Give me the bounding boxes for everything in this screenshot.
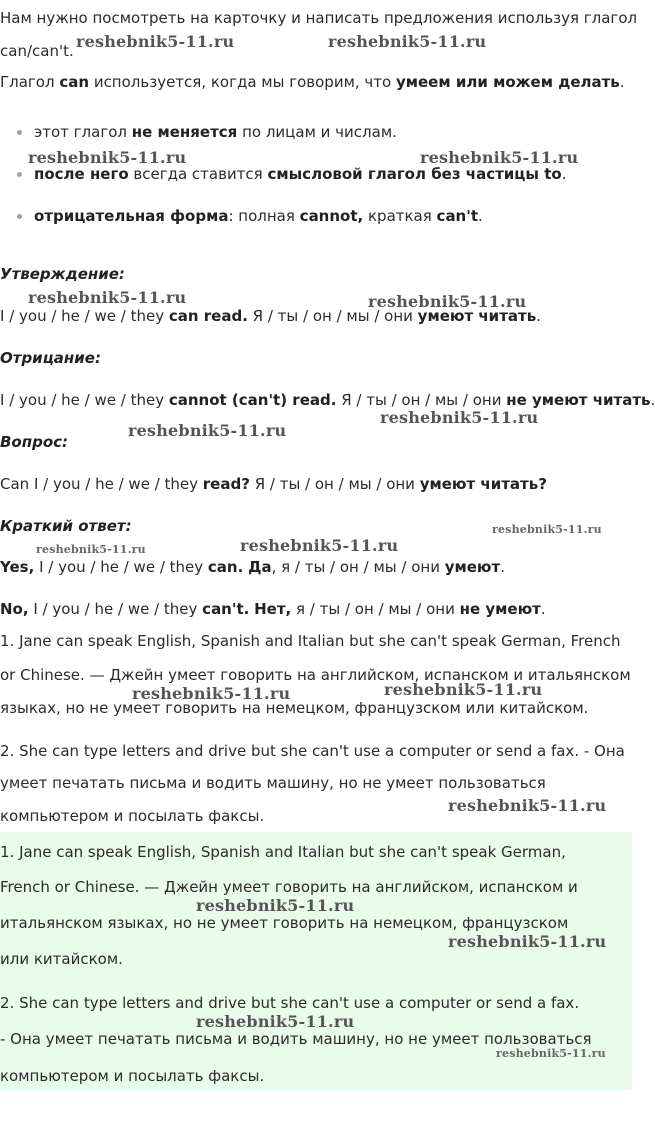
no-text-4: . <box>540 600 546 618</box>
answer-line-2: or Chinese. — Джейн умеет говорить на английском, испанском и итальянском <box>0 666 631 684</box>
yes-bold-3: Да <box>248 558 272 576</box>
box-line-7: компьютером и посылать факсы. <box>0 1067 265 1085</box>
bullet-2-bold-1: после него <box>34 165 129 183</box>
short-answer-no <box>0 599 546 619</box>
yes-bold-2: can. <box>207 558 244 576</box>
watermark: reshebnik5-11.ru <box>420 148 579 167</box>
question-example <box>0 474 547 494</box>
watermark: reshebnik5-11.ru <box>128 421 287 440</box>
bullet-3-bold-2: cannot, <box>299 207 364 225</box>
affirm-text-3: . <box>536 307 541 325</box>
watermark: reshebnik5-11.ru <box>196 896 355 915</box>
bullet-1-text-1: этот глагол <box>34 123 132 141</box>
yes-text-1: I / you / he / we / they <box>34 558 208 576</box>
bullet-3-bold-1: отрицательная форма <box>34 207 229 225</box>
answer-line-1: 1. Jane can speak English, Spanish and Italian but she can't speak German, French <box>0 632 621 650</box>
watermark: reshebnik5-11.ru <box>448 796 607 815</box>
intro-line-1: Нам нужно посмотреть на карточку и написать предложения используя глагол <box>0 9 638 27</box>
watermark: reshebnik5-11.ru <box>28 148 187 167</box>
yes-bold-4: умеют <box>444 558 501 576</box>
question-text-2: Я / ты / он / мы / они <box>249 475 420 493</box>
box-line-6: - Она умеет печатать письма и водить машину, но не умеет пользоваться <box>0 1030 592 1048</box>
no-bold-3: Нет, <box>254 600 292 618</box>
no-bold-1: No, <box>0 600 29 618</box>
bullet-3-text-2: краткая <box>363 207 437 225</box>
bullet-item-1 <box>34 122 397 142</box>
bullet-2-bold-2: смысловой глагол без частицы to <box>267 165 562 183</box>
question-heading: Вопрос: <box>0 433 69 451</box>
question-bold-2: умеют читать? <box>419 475 547 493</box>
watermark: reshebnik5-11.ru <box>28 288 187 307</box>
bullet-1-text-2: по лицам и числам. <box>237 123 397 141</box>
bullet-dot <box>17 130 22 135</box>
affirm-text-2: Я / ты / он / мы / они <box>247 307 418 325</box>
box-line-2: French or Chinese. — Джейн умеет говорить на английском, испанском и <box>0 878 578 896</box>
rule-text-3: . <box>619 73 625 91</box>
watermark: reshebnik5-11.ru <box>76 32 235 51</box>
no-text-1: I / you / he / we / they <box>28 600 203 618</box>
negation-heading: Отрицание: <box>0 349 101 367</box>
answer-line-4: 2. She can type letters and drive but she can't use a computer or send a fax. - Она <box>0 742 625 760</box>
short-answer-yes <box>0 557 505 577</box>
bullet-3-text-1: : полная <box>228 207 300 225</box>
negation-bold-1: cannot (can't) read. <box>168 391 337 409</box>
no-bold-2: can't. <box>202 600 250 618</box>
watermark: reshebnik5-11.ru <box>368 292 527 311</box>
bullet-1-bold-1: не меняется <box>131 123 238 141</box>
box-line-3: итальянском языках, но не умеет говорить на немецком, французском <box>0 914 569 932</box>
watermark: reshebnik5-11.ru <box>328 32 487 51</box>
affirm-bold-2: умеют читать <box>417 307 537 325</box>
rule-text-2: используется, когда мы говорим, что <box>89 73 396 91</box>
watermark: reshebnik5-11.ru <box>448 932 607 951</box>
negation-text-1: I / you / he / we / they <box>0 391 169 409</box>
bullet-2-text-1: всегда ставится <box>128 165 268 183</box>
yes-bold-1: Yes, <box>0 558 35 576</box>
short-answer-heading: Краткий ответ: <box>0 517 132 535</box>
bullet-dot <box>17 172 22 177</box>
box-line-5: 2. She can type letters and drive but she can't use a computer or send a fax. <box>0 994 580 1012</box>
intro-line-2: can/can't. <box>0 42 74 60</box>
answer-line-5: умеет печатать письма и водить машину, но не умеет пользоваться <box>0 774 546 792</box>
yes-text-4: . <box>500 558 505 576</box>
no-bold-4: не умеют <box>459 600 541 618</box>
watermark: reshebnik5-11.ru <box>240 536 399 555</box>
watermark: reshebnik5-11.ru <box>384 680 543 699</box>
bullet-3-bold-3: can't <box>436 207 479 225</box>
bullet-dot <box>17 214 22 219</box>
yes-text-3: , я / ты / он / мы / они <box>271 558 445 576</box>
watermark: reshebnik5-11.ru <box>132 684 291 703</box>
watermark: reshebnik5-11.ru <box>492 523 602 536</box>
negation-example <box>0 390 655 410</box>
rule-text-1: Глагол <box>0 73 60 91</box>
watermark: reshebnik5-11.ru <box>496 1047 606 1060</box>
rule-paragraph <box>0 72 625 92</box>
no-text-3: я / ты / он / мы / они <box>291 600 460 618</box>
watermark: reshebnik5-11.ru <box>196 1012 355 1031</box>
answer-line-6: компьютером и посылать факсы. <box>0 807 265 825</box>
question-bold-1: read? <box>202 475 250 493</box>
bullet-item-3 <box>34 206 483 226</box>
watermark: reshebnik5-11.ru <box>36 543 146 556</box>
bullet-3-text-3: . <box>478 207 483 225</box>
box-line-1: 1. Jane can speak English, Spanish and Italian but she can't speak German, <box>0 843 566 861</box>
negation-text-3: . <box>650 391 655 409</box>
answer-line-3: языках, но не умеет говорить на немецком, французском или китайском. <box>0 699 589 717</box>
negation-text-2: Я / ты / он / мы / они <box>336 391 507 409</box>
rule-bold-2: умеем или можем делать <box>395 73 620 91</box>
question-text-1: Can I / you / he / we / they <box>0 475 203 493</box>
watermark: reshebnik5-11.ru <box>380 408 539 427</box>
negation-bold-2: не умеют читать <box>506 391 651 409</box>
affirm-heading: Утверждение: <box>0 265 125 283</box>
box-line-4: или китайском. <box>0 950 123 968</box>
bullet-2-text-2: . <box>561 165 567 183</box>
affirm-bold-1: can read. <box>168 307 248 325</box>
bullet-item-2 <box>34 164 566 184</box>
rule-bold-1: can <box>59 73 90 91</box>
affirm-text-1: I / you / he / we / they <box>0 307 169 325</box>
